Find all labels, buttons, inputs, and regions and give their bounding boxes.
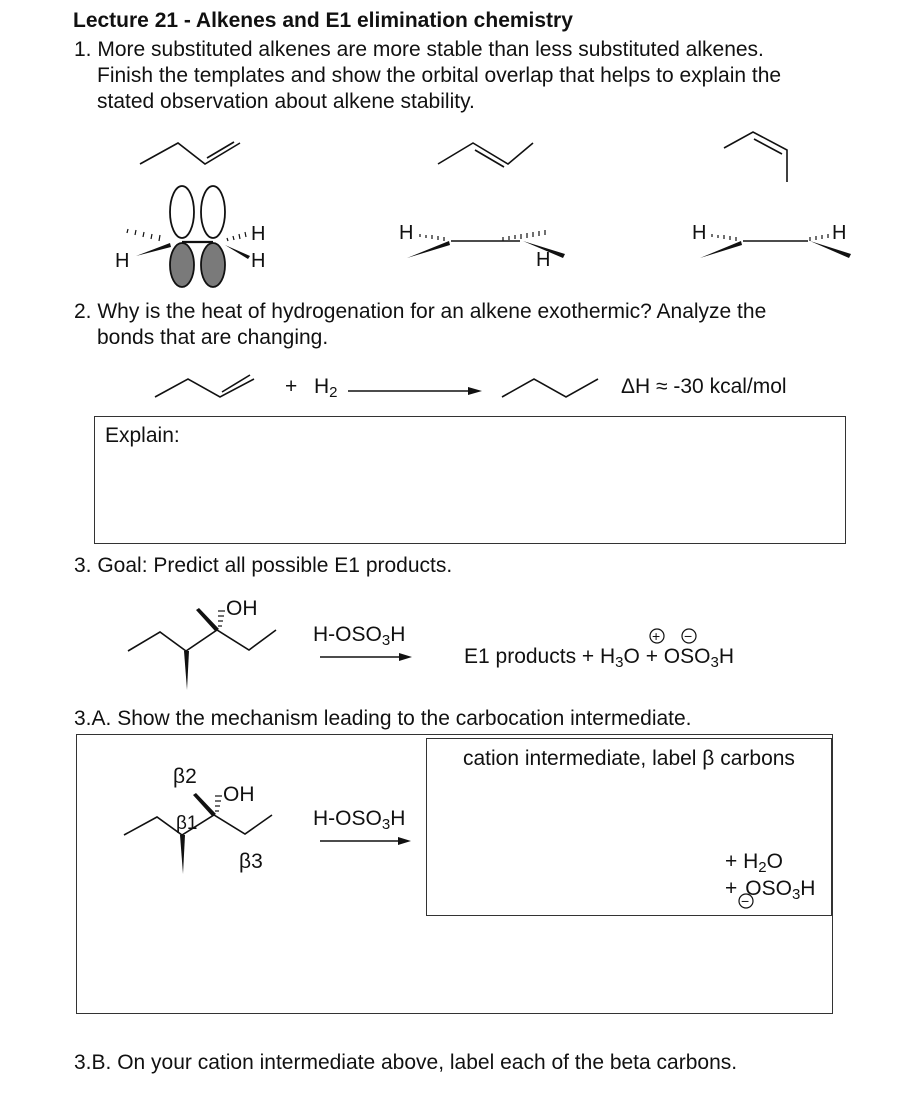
template2-h-left: H [399,222,414,244]
template1-h-left: H [115,250,130,272]
delta-h-value: ΔH ≈ -30 kcal/mol [621,375,787,398]
q1-text-line-2: Finish the templates and show the orbital overlap that helps to explain the [97,64,782,87]
beta2-label: β2 [173,765,197,788]
page-title: Lecture 21 - Alkenes and E1 elimination chemistry [73,9,573,32]
q3-goal-text: 3. Goal: Predict all possible E1 products. [74,554,453,577]
template1-h-bottom-right: H [251,250,266,272]
reagent-label-2: $H-OSO_3H$ [313,807,406,833]
cation-box-label: cation intermediate, label β carbons [463,747,795,770]
plus-sign: + [285,375,298,398]
water-byproduct: + $H_2O$ [725,850,783,876]
substrate-oh-label: OH [226,597,258,620]
reagent-label: $H-OSO_3H$ [313,623,406,649]
beta1-label: β1 [176,813,198,834]
q2-text-line-1: 2. Why is the heat of hydrogenation for an alkene exothermic? Analyze the [74,300,767,323]
reaction-arrow-3 [320,837,411,845]
bisulfate-byproduct: + $OSO_3H$ [725,877,816,903]
negative-charge-symbol-2: − [741,893,750,909]
e1-products-text: E1 products + $H_3O + OSO_3H$ [464,645,734,671]
template3-h-right: H [832,222,847,244]
q2-text-line-2: bonds that are changing. [97,326,329,349]
q3a-heading: 3.A. Show the mechanism leading to the carbocation intermediate. [74,707,692,730]
template2-h-right: H [536,249,551,271]
explain-label: Explain: [105,424,180,447]
h2-reagent: $H_2$ [314,375,338,401]
q1-text-line-3: stated observation about alkene stability. [97,90,475,113]
negative-charge-symbol: − [684,628,693,644]
template1-h-top-right: H [251,223,266,245]
beta3-label: β3 [239,850,263,873]
positive-charge-symbol: + [652,628,661,644]
labeled-oh-label: OH [223,783,255,806]
q3b-text: 3.B. On your cation intermediate above, label each of the beta carbons. [74,1051,738,1074]
q1-text-line-1: 1. More substituted alkenes are more stable than less substituted alkenes. [74,38,764,61]
template3-h-left: H [692,222,707,244]
